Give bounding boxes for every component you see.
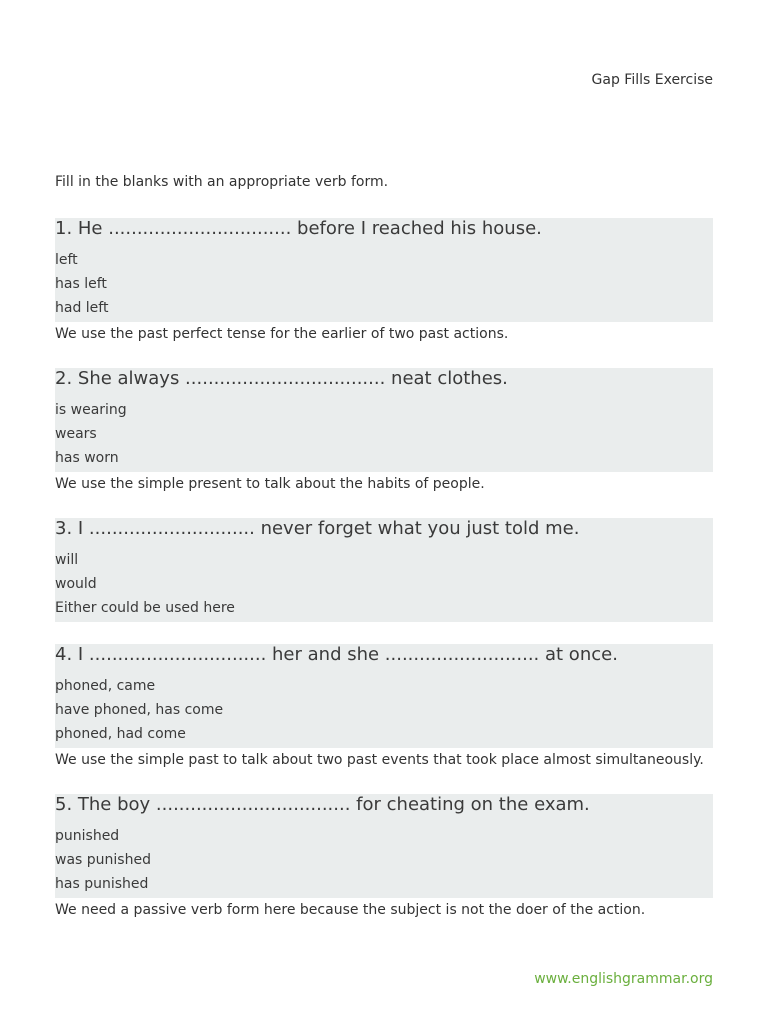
question-box [55,794,713,898]
option-item[interactable]: had left [55,300,109,316]
footer-website-link[interactable]: www.englishgrammar.org [534,971,713,987]
option-list [55,824,713,896]
option-list [55,548,713,620]
explanation-text: We use the simple past to talk about two past events that took place almost simultaneously. [55,752,704,768]
question-text: 2. She always ................................... neat clothes. [55,368,508,389]
question-box [55,368,713,472]
question-text: 5. The boy .................................. for cheating on the exam. [55,794,590,815]
option-list [55,674,713,746]
option-item[interactable]: phoned, had come [55,726,186,742]
option-item[interactable]: Either could be used here [55,600,235,616]
question-1 [55,218,713,346]
question-text: 3. I ............................. never forget what you just told me. [55,518,580,539]
option-item[interactable]: would [55,576,97,592]
question-box [55,518,713,622]
option-list [55,398,713,470]
question-4 [55,644,713,772]
option-item[interactable]: has punished [55,876,149,892]
option-item[interactable]: have phoned, has come [55,702,224,718]
option-list [55,248,713,320]
question-box [55,644,713,748]
question-list [55,218,713,944]
option-item[interactable]: will [55,552,79,568]
option-item[interactable]: phoned, came [55,678,156,694]
page-title: Gap Fills Exercise [591,72,713,88]
explanation-text: We use the past perfect tense for the earlier of two past actions. [55,326,509,342]
explanation-text: We need a passive verb form here because the subject is not the doer of the action. [55,902,646,918]
question-box [55,218,713,322]
question-2 [55,368,713,496]
option-item[interactable]: is wearing [55,402,127,418]
option-item[interactable]: was punished [55,852,151,868]
option-item[interactable]: has left [55,276,107,292]
question-text: 4. I ............................... her and she ........................... at once. [55,644,618,665]
question-5 [55,794,713,922]
option-item[interactable]: punished [55,828,120,844]
question-text: 1. He ................................ before I reached his house. [55,218,542,239]
instructions-text: Fill in the blanks with an appropriate verb form. [55,174,389,190]
option-item[interactable]: left [55,252,78,268]
option-item[interactable]: wears [55,426,97,442]
option-item[interactable]: has worn [55,450,119,466]
explanation-text: We use the simple present to talk about the habits of people. [55,476,485,492]
question-3 [55,518,713,622]
